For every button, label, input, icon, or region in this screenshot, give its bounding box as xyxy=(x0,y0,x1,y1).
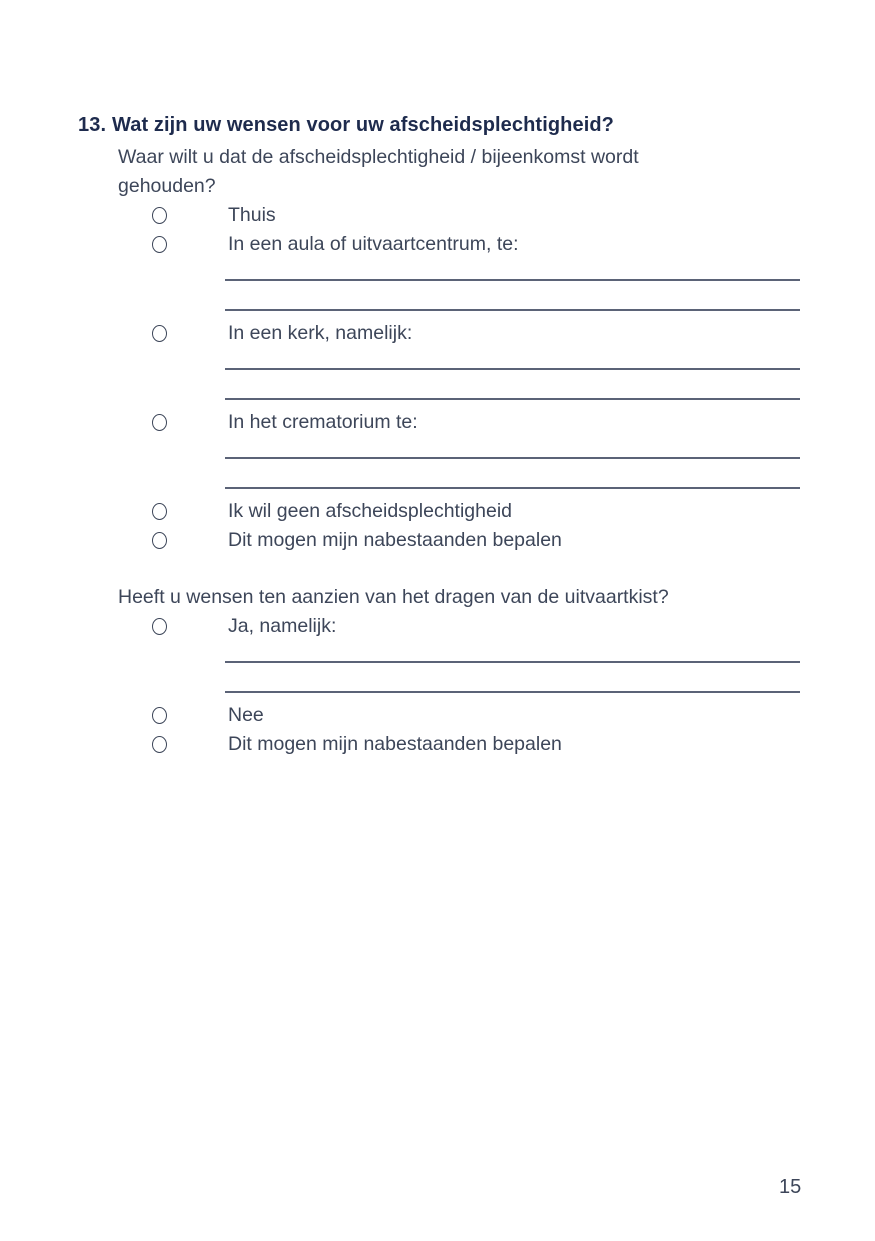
radio-circle-icon[interactable] xyxy=(152,736,167,753)
write-in-line[interactable] xyxy=(225,487,800,489)
option-row-aula[interactable] xyxy=(152,230,875,259)
write-in-area-ja xyxy=(225,661,800,693)
write-in-line[interactable] xyxy=(225,691,800,693)
write-in-line[interactable] xyxy=(225,661,800,663)
question-title xyxy=(78,112,875,138)
radio-circle-icon[interactable] xyxy=(152,325,167,342)
option-row-nee[interactable] xyxy=(152,701,875,730)
write-in-line[interactable] xyxy=(225,457,800,459)
option-label: Nee xyxy=(228,704,264,726)
radio-circle-icon[interactable] xyxy=(152,618,167,635)
option-row-nabestaanden-bepalen[interactable] xyxy=(152,526,875,555)
write-in-area-aula xyxy=(225,279,800,311)
option-label: Dit mogen mijn nabestaanden bepalen xyxy=(228,733,562,755)
radio-circle-icon[interactable] xyxy=(152,532,167,549)
write-in-line[interactable] xyxy=(225,309,800,311)
option-label: Thuis xyxy=(228,204,276,226)
option-row-thuis[interactable] xyxy=(152,201,875,230)
option-row-nabestaanden-bepalen-2[interactable] xyxy=(152,730,875,759)
write-in-area-kerk xyxy=(225,368,800,400)
sub-question-prompt-uitvaartkist: Heeft u wensen ten aanzien van het dragen van de uitvaartkist? xyxy=(118,586,669,608)
sub-question-prompt-location: Waar wilt u dat de afscheidsplechtigheid / bijeenkomst wordt gehouden? xyxy=(118,146,639,197)
question-title-text: Wat zijn uw wensen voor uw afscheidsplechtigheid? xyxy=(112,114,614,136)
question-number: 13. xyxy=(78,114,107,136)
write-in-area-crematorium xyxy=(225,457,800,489)
option-row-crematorium[interactable] xyxy=(152,408,875,437)
option-label: Ja, namelijk: xyxy=(228,615,337,637)
option-label: Ik wil geen afscheidsplechtigheid xyxy=(228,500,513,522)
option-row-kerk[interactable] xyxy=(152,319,875,348)
write-in-line[interactable] xyxy=(225,368,800,370)
write-in-line[interactable] xyxy=(225,279,800,281)
write-in-line[interactable] xyxy=(225,398,800,400)
radio-circle-icon[interactable] xyxy=(152,707,167,724)
radio-circle-icon[interactable] xyxy=(152,236,167,253)
option-row-geen-plechtigheid[interactable] xyxy=(152,497,875,526)
option-label: In het crematorium te: xyxy=(228,411,418,433)
page-number: 15 xyxy=(779,1176,802,1198)
radio-circle-icon[interactable] xyxy=(152,207,167,224)
option-row-ja-namelijk[interactable] xyxy=(152,612,875,641)
option-label: Dit mogen mijn nabestaanden bepalen xyxy=(228,529,562,551)
option-label: In een kerk, namelijk: xyxy=(228,322,413,344)
radio-circle-icon[interactable] xyxy=(152,414,167,431)
option-label: In een aula of uitvaartcentrum, te: xyxy=(228,233,519,255)
radio-circle-icon[interactable] xyxy=(152,503,167,520)
